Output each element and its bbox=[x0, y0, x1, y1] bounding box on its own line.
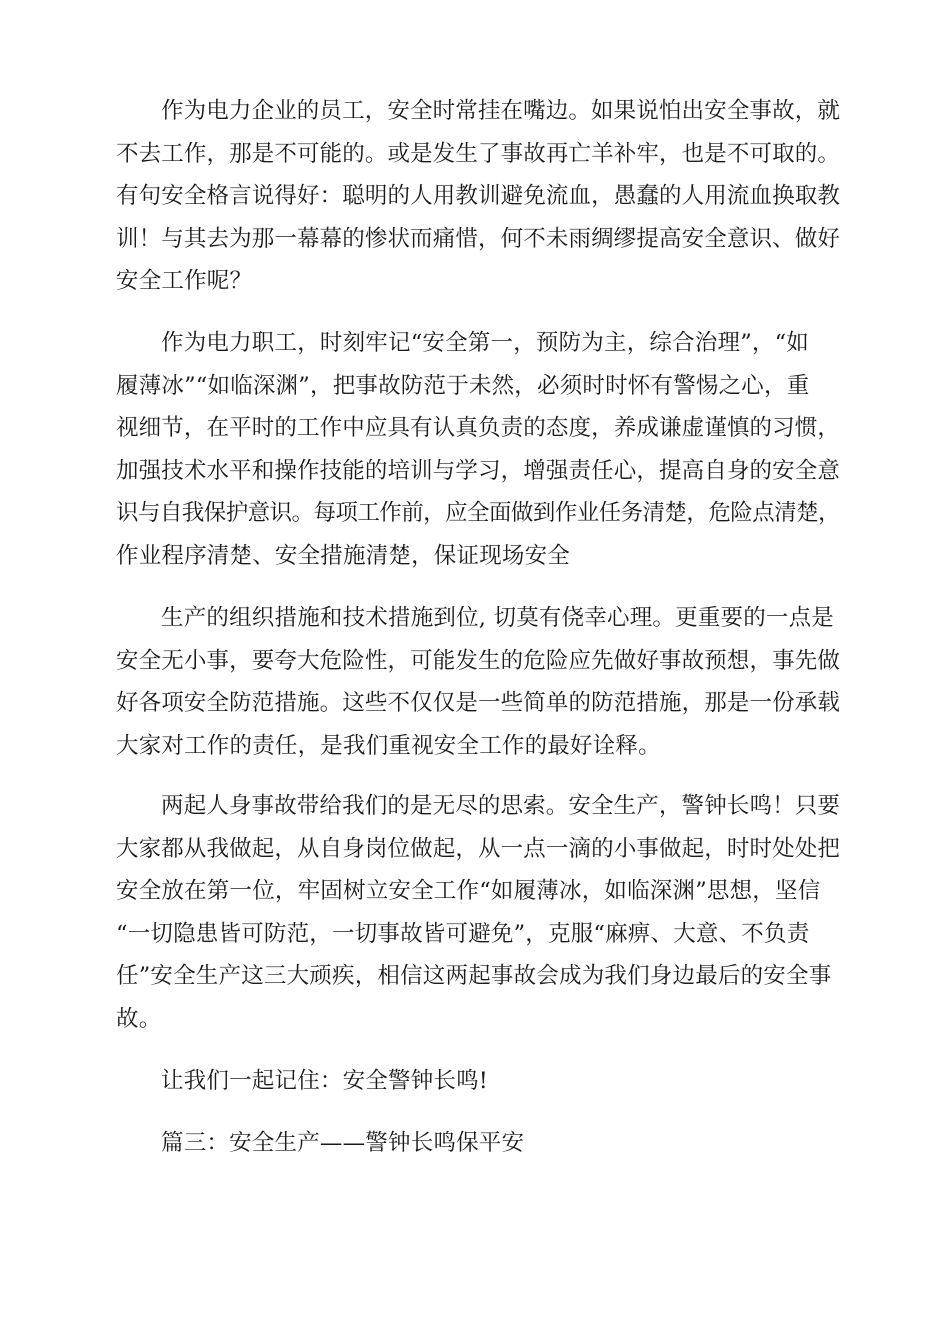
text-line: 加强技术水平和操作技能的培训与学习，增强责任心，提高自身的安全意 bbox=[116, 457, 840, 484]
text-line: 安全工作呢？ bbox=[116, 268, 253, 295]
text-line: 生产的组织措施和技术措施到位, 切莫有侥幸心理。更重要的一点是 bbox=[161, 605, 835, 631]
section-heading-part-three bbox=[116, 1122, 524, 1165]
text-line: 大家都从我做起，从自身岗位做起，从一点一滴的小事做起，时时处处把 bbox=[116, 835, 840, 862]
text-line: 履薄冰”“如临深渊”，把事故防范于未然，必须时时怀有警惕之心，重 bbox=[116, 372, 810, 399]
text-line: 任”安全生产这三大顽疾，相信这两起事故会成为我们身边最后的安全事 bbox=[116, 963, 832, 990]
paragraph-remember bbox=[116, 1060, 488, 1103]
text-line: 识与自我保护意识。每项工作前，应全面做到作业任务清楚，危险点清楚， bbox=[116, 500, 840, 527]
paragraph-production-measures bbox=[116, 597, 840, 767]
text-line: 安全无小事，要夸大危险性，可能发生的危险应先做好事故预想，事先做 bbox=[116, 647, 840, 674]
text-line: 让我们一起记住：安全警钟长鸣! bbox=[161, 1068, 489, 1094]
text-line: 大家对工作的责任，是我们重视安全工作的最好诠释。 bbox=[116, 732, 661, 759]
text-line: 故。 bbox=[116, 1005, 162, 1032]
text-line: 好各项安全防范措施。这些不仅仅是一些简单的防范措施，那是一份承载 bbox=[116, 690, 840, 717]
paragraph-power-workers bbox=[116, 322, 840, 578]
text-line: 训！与其去为那一幕幕的惨状而痛惜，何不未雨绸缪提高安全意识、做好 bbox=[116, 225, 840, 252]
text-line: 不去工作，那是不可能的。或是发生了事故再亡羊补牢，也是不可取的。 bbox=[116, 140, 840, 167]
paragraph-employee-safety bbox=[116, 90, 840, 303]
text-line: 安全放在第一位，牢固树立安全工作“如履薄冰，如临深渊”思想，坚信 bbox=[116, 878, 821, 905]
paragraph-two-accidents bbox=[116, 785, 840, 1041]
text-line: 篇三：安全生产——警钟长鸣保平安 bbox=[161, 1130, 525, 1156]
text-line: 有句安全格言说得好：聪明的人用教训避免流血，愚蠢的人用流血换取教 bbox=[116, 183, 840, 210]
text-line: 两起人身事故带给我们的是无尽的思索。安全生产，警钟长鸣！只要 bbox=[161, 793, 840, 819]
text-line: 作业程序清楚、安全措施清楚，保证现场安全 bbox=[116, 542, 571, 569]
text-line: 作为电力职工，时刻牢记“安全第一，预防为主，综合治理”，“如 bbox=[161, 330, 810, 356]
text-line: 视细节，在平时的工作中应具有认真负责的态度，养成谦虚谨慎的习惯， bbox=[116, 415, 840, 442]
text-line: 作为电力企业的员工，安全时常挂在嘴边。如果说怕出安全事故，就 bbox=[161, 98, 840, 124]
text-line: “一切隐患皆可防范，一切事故皆可避免”，克服“麻痹、大意、不负责 bbox=[116, 920, 810, 947]
